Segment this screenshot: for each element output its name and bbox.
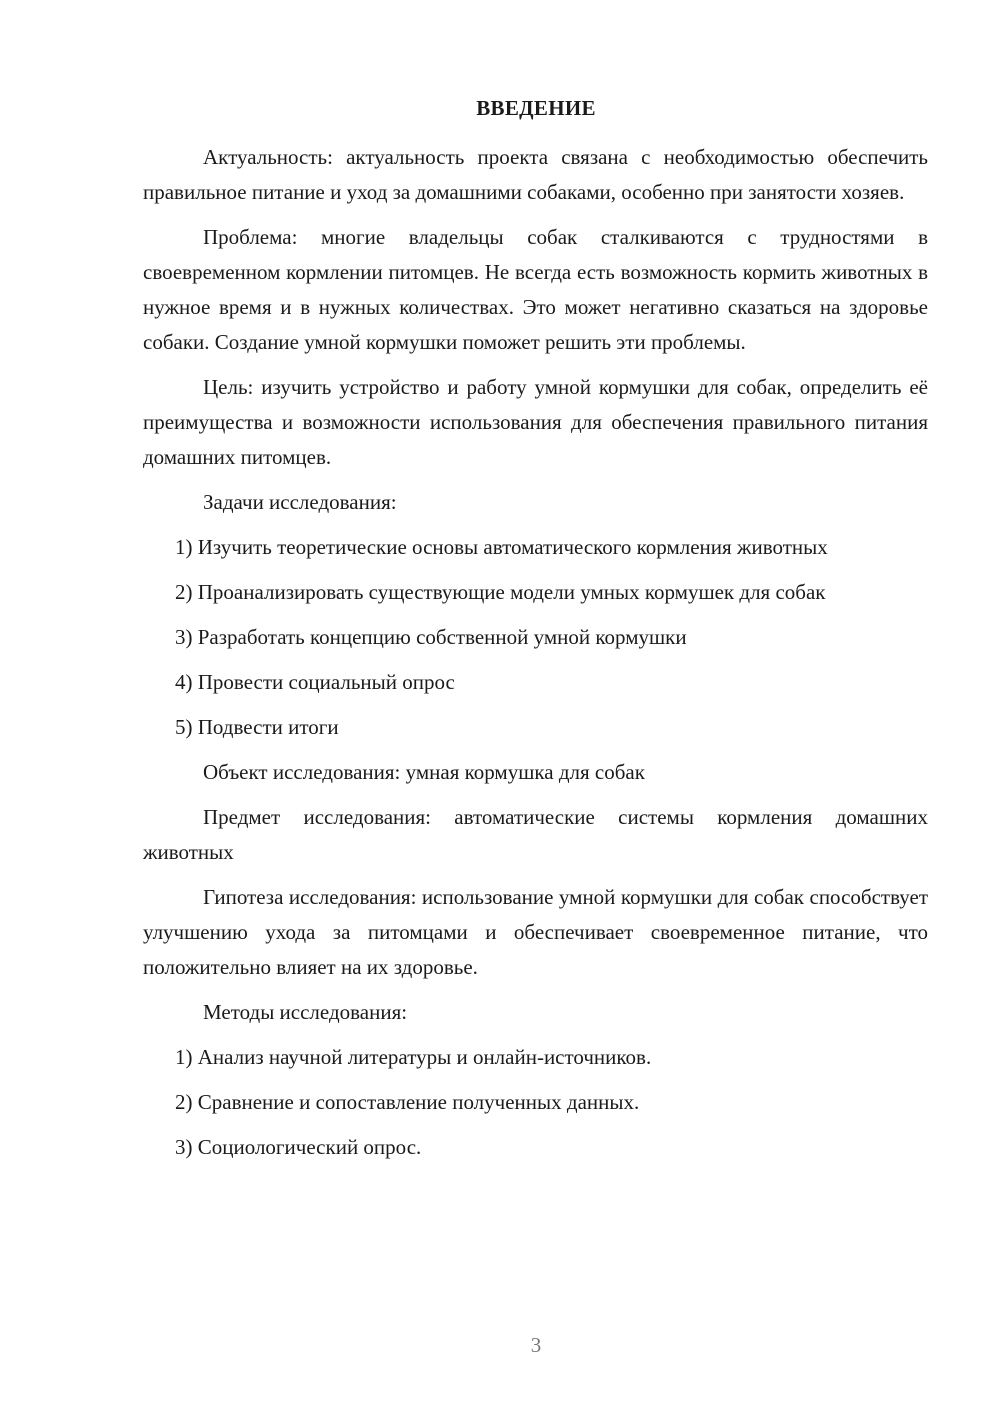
task-item: 5) Подвести итоги — [175, 715, 339, 739]
methods-title: Методы исследования: — [203, 1000, 408, 1024]
method-item: 1) Анализ научной литературы и онлайн-источников. — [175, 1045, 652, 1069]
task-item: 2) Проанализировать существующие модели умных кормушек для собак — [175, 580, 826, 604]
relevance-paragraph: Актуальность: актуальность проекта связана с необходимостью обеспечить правильное питание и уход за домашними собаками, особенно при занятости хозяев. — [143, 145, 928, 204]
document-body — [143, 140, 928, 1175]
task-item: 1) Изучить теоретические основы автоматического кормления животных — [175, 535, 828, 559]
hypothesis-paragraph: Гипотеза исследования: использование умной кормушки для собак способствует улучшению ухода за питомцами и обеспечивает своевременное питание, что положительно влияет на их здоровье. — [143, 885, 928, 979]
object-paragraph: Объект исследования: умная кормушка для собак — [203, 760, 645, 784]
task-item: 3) Разработать концепцию собственной умной кормушки — [175, 625, 687, 649]
method-item: 2) Сравнение и сопоставление полученных данных. — [175, 1090, 640, 1114]
method-item: 3) Социологический опрос. — [175, 1135, 422, 1159]
goal-paragraph: Цель: изучить устройство и работу умной кормушки для собак, определить её преимущества и возможности использования для обеспечения правильного питания домашних питомцев. — [143, 375, 928, 469]
subject-paragraph: Предмет исследования: автоматические системы кормления домашних животных — [143, 805, 928, 864]
page-title: ВВЕДЕНИЕ — [476, 96, 596, 120]
page-number: 3 — [530, 1333, 542, 1357]
problem-paragraph: Проблема: многие владельцы собак сталкиваются с трудностями в своевременном кормлении питомцев. Не всегда есть возможность кормить животных в нужное время и в нужных количествах. Это может негативно сказаться на здоровье собаки. Создание умной кормушки поможет решить эти проблемы. — [143, 225, 928, 354]
tasks-title: Задачи исследования: — [203, 490, 397, 514]
task-item: 4) Провести социальный опрос — [175, 670, 455, 694]
